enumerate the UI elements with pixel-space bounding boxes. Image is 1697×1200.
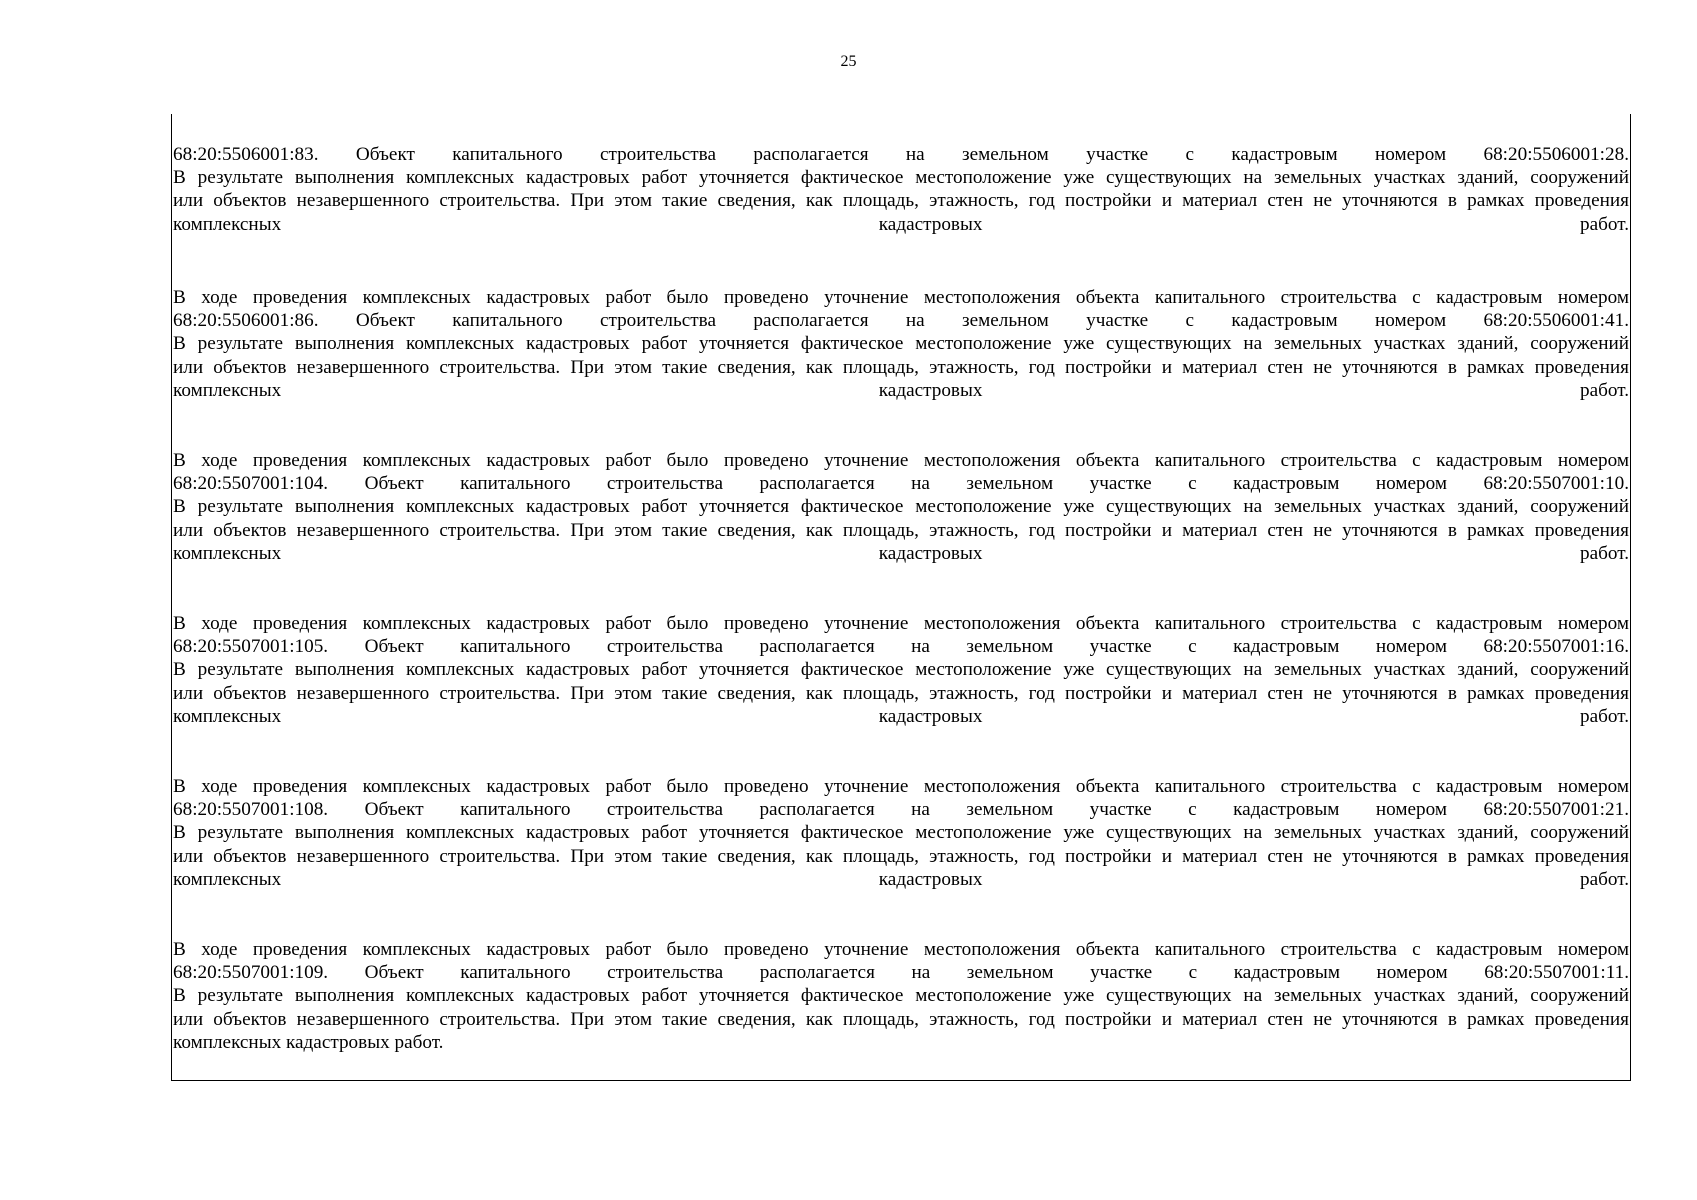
text-line: В ходе проведения комплексных кадастровых работ было проведено уточнение местоположения объекта капитального строительства с кадастровым номером xyxy=(173,776,1629,797)
text-line: 68:20:5507001:104. Объект капитального строительства располагается на земельном участке с кадастровым номером 68:20:5507001:10. xyxy=(173,473,1629,495)
text-line: 68:20:5507001:105. Объект капитального строительства располагается на земельном участке с кадастровым номером 68:20:5507001:16. xyxy=(173,636,1629,658)
page-number: 25 xyxy=(840,53,857,70)
text-line: или объектов незавершенного строительства. При этом такие сведения, как площадь, этажность, год постройки и материал стен не уточняются в рамках проведения xyxy=(173,1008,1629,1030)
text-line: или объектов незавершенного строительства. При этом такие сведения, как площадь, этажность, год постройки и материал стен не уточняются в рамках проведения xyxy=(173,356,1629,378)
text-line: В результате выполнения комплексных кадастровых работ уточняется фактическое местоположение уже существующих на земельных участках зданий, сооружений xyxy=(173,659,1629,681)
paragraph-block xyxy=(173,449,1629,565)
paragraph-block xyxy=(173,612,1629,728)
text-line: комплексных кадастровых работ. xyxy=(173,213,1629,235)
text-line: или объектов незавершенного строительства. При этом такие сведения, как площадь, этажность, год постройки и материал стен не уточняются в рамках проведения xyxy=(173,519,1629,541)
table-frame xyxy=(171,114,1631,1081)
text-line: или объектов незавершенного строительства. При этом такие сведения, как площадь, этажность, год постройки и материал стен не уточняются в рамках проведения xyxy=(173,190,1629,212)
text-line: комплексных кадастровых работ. xyxy=(173,542,1629,564)
paragraph-block xyxy=(173,938,1629,1054)
text-line: 68:20:5507001:109. Объект капитального строительства располагается на земельном участке с кадастровым номером 68:20:5507001:11. xyxy=(173,962,1629,984)
text-line: 68:20:5506001:86. Объект капитального строительства располагается на земельном участке с кадастровым номером 68:20:5506001:41. xyxy=(173,310,1629,332)
text-line: В ходе проведения комплексных кадастровых работ было проведено уточнение местоположения объекта капитального строительства с кадастровым номером xyxy=(173,287,1629,308)
paragraph-block xyxy=(173,286,1629,402)
text-line: В результате выполнения комплексных кадастровых работ уточняется фактическое местоположение уже существующих на земельных участках зданий, сооружений xyxy=(173,167,1629,189)
text-line: комплексных кадастровых работ. xyxy=(173,868,1629,890)
text-line: В результате выполнения комплексных кадастровых работ уточняется фактическое местоположение уже существующих на земельных участках зданий, сооружений xyxy=(173,333,1629,355)
text-line: 68:20:5506001:83. Объект капитального строительства располагается на земельном участке с кадастровым номером 68:20:5506001:28. xyxy=(173,144,1629,165)
text-line: В результате выполнения комплексных кадастровых работ уточняется фактическое местоположение уже существующих на земельных участках зданий, сооружений xyxy=(173,822,1629,844)
text-line: комплексных кадастровых работ. xyxy=(173,379,1629,401)
text-line: В ходе проведения комплексных кадастровых работ было проведено уточнение местоположения объекта капитального строительства с кадастровым номером xyxy=(173,939,1629,960)
text-line: 68:20:5507001:108. Объект капитального строительства располагается на земельном участке с кадастровым номером 68:20:5507001:21. xyxy=(173,799,1629,821)
text-line: В результате выполнения комплексных кадастровых работ уточняется фактическое местоположение уже существующих на земельных участках зданий, сооружений xyxy=(173,985,1629,1007)
paragraph-block xyxy=(173,143,1629,236)
text-line: или объектов незавершенного строительства. При этом такие сведения, как площадь, этажность, год постройки и материал стен не уточняются в рамках проведения xyxy=(173,845,1629,867)
text-line: комплексных кадастровых работ. xyxy=(173,705,1629,727)
text-line: или объектов незавершенного строительства. При этом такие сведения, как площадь, этажность, год постройки и материал стен не уточняются в рамках проведения xyxy=(173,682,1629,704)
text-line: В ходе проведения комплексных кадастровых работ было проведено уточнение местоположения объекта капитального строительства с кадастровым номером xyxy=(173,613,1629,634)
text-line: В ходе проведения комплексных кадастровых работ было проведено уточнение местоположения объекта капитального строительства с кадастровым номером xyxy=(173,450,1629,471)
paragraph-block xyxy=(173,775,1629,891)
text-line: комплексных кадастровых работ. xyxy=(173,1031,444,1053)
text-line: В результате выполнения комплексных кадастровых работ уточняется фактическое местоположение уже существующих на земельных участках зданий, сооружений xyxy=(173,496,1629,518)
